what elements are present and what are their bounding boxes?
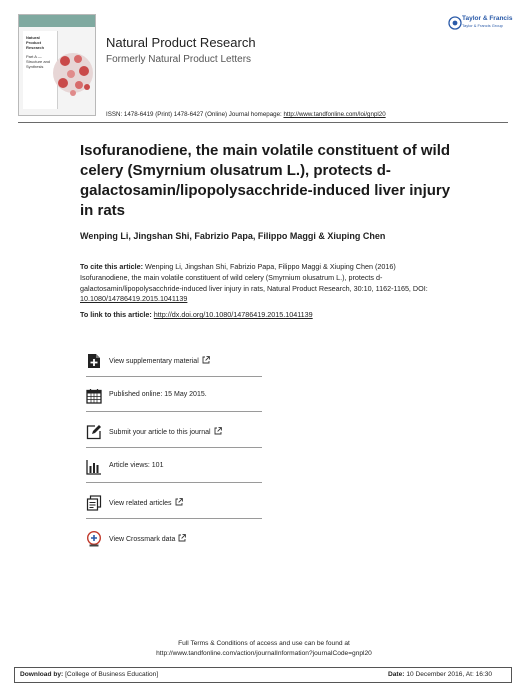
plus-document-icon [86, 353, 102, 369]
published-online-label: Published online: 15 May 2015. [109, 391, 207, 398]
link-label: To link to this article: [80, 310, 154, 319]
external-link-icon [214, 427, 222, 435]
edit-icon [86, 424, 102, 440]
issn-line [106, 111, 386, 118]
submit-article-label: Submit your article to this journal [109, 429, 211, 436]
download-date [388, 671, 492, 678]
supplementary-material-item[interactable] [86, 351, 262, 376]
cover-title-line: Product [26, 40, 42, 45]
article-link-line [80, 310, 313, 319]
downloaded-by [20, 671, 158, 678]
citation-block [80, 262, 440, 305]
downloaded-by-label: Download by: [20, 671, 66, 678]
item-divider [86, 518, 262, 519]
published-online-item [86, 386, 262, 411]
download-date-label: Date: [388, 671, 407, 678]
crossmark-item[interactable] [86, 529, 262, 554]
article-views-item [86, 457, 262, 482]
journal-subtitle: Formerly Natural Product Letters [106, 54, 252, 65]
external-link-icon [178, 534, 186, 542]
cover-title-line: Natural [26, 35, 40, 40]
external-link-icon [175, 498, 183, 506]
crossmark-label: View Crossmark data [109, 536, 176, 543]
cover-part-line: Structure and Synthesis [26, 59, 51, 69]
related-articles-label: View related articles [109, 500, 172, 507]
cite-label: To cite this article: [80, 262, 145, 271]
calendar-icon [86, 388, 102, 404]
terms-text: Full Terms & Conditions of access and use can be found at [178, 640, 350, 647]
article-authors: Wenping Li, Jingshan Shi, Fabrizio Papa, Filippo Maggi & Xiuping Chen [80, 231, 386, 241]
journal-homepage-link[interactable]: http://www.tandfonline.com/loi/gnpl20 [283, 111, 386, 118]
doi-link[interactable]: 10.1080/14786419.2015.1041139 [80, 294, 188, 304]
bar-chart-icon [86, 459, 102, 475]
downloaded-by-value: [College of Business Education] [65, 671, 159, 678]
supplementary-material-label: View supplementary material [109, 358, 199, 365]
item-divider [86, 482, 262, 483]
article-url-link[interactable]: http://dx.doi.org/10.1080/14786419.2015.1041139 [153, 310, 313, 319]
issn-text: ISSN: 1478-6419 (Print) 1478-6427 (Online) Journal homepage: [106, 111, 284, 118]
related-articles-icon [86, 495, 102, 511]
article-title: Isofuranodiene, the main volatile constituent of wild celery (Smyrnium olusatrum L.), protects d-galactosamin/lipopolysacchride-induced liver injury in rats [80, 142, 451, 219]
cover-band [19, 15, 95, 27]
cover-molecule-art [51, 43, 95, 105]
related-articles-item[interactable] [86, 493, 262, 518]
journal-cover-image [18, 14, 96, 116]
terms-url-link[interactable]: http://www.tandfonline.com/action/journalInformation?journalCode=gnpl20 [156, 650, 372, 657]
header-divider [18, 122, 508, 123]
cite-text: Wenping Li, Jingshan Shi, Fabrizio Papa, Filippo Maggi & Xiuping Chen (2016) Isofuranodiene, the main volatile constituent of wild celery (Smyrnium olusatrum L.), protects d-galactosamin/lipopolysacchride-induced liver injury in rats, Natural Product Research, 30:10, 1162-1165, DOI: [80, 262, 428, 293]
item-divider [86, 447, 262, 448]
item-divider [86, 411, 262, 412]
cover-part-line: Part A — [26, 54, 42, 59]
download-date-value: 10 December 2016, At: 16:30 [406, 671, 493, 678]
submit-article-item[interactable] [86, 422, 262, 447]
item-divider [86, 376, 262, 377]
publisher-name: Taylor & Francis [462, 15, 513, 22]
external-link-icon [202, 356, 210, 364]
cover-title-line: Research [26, 45, 45, 50]
publisher-tagline: Taylor & Francis Group [462, 23, 503, 28]
crossmark-icon [86, 531, 102, 547]
article-views-label: Article views: 101 [109, 462, 164, 469]
journal-title[interactable]: Natural Product Research [106, 35, 256, 50]
